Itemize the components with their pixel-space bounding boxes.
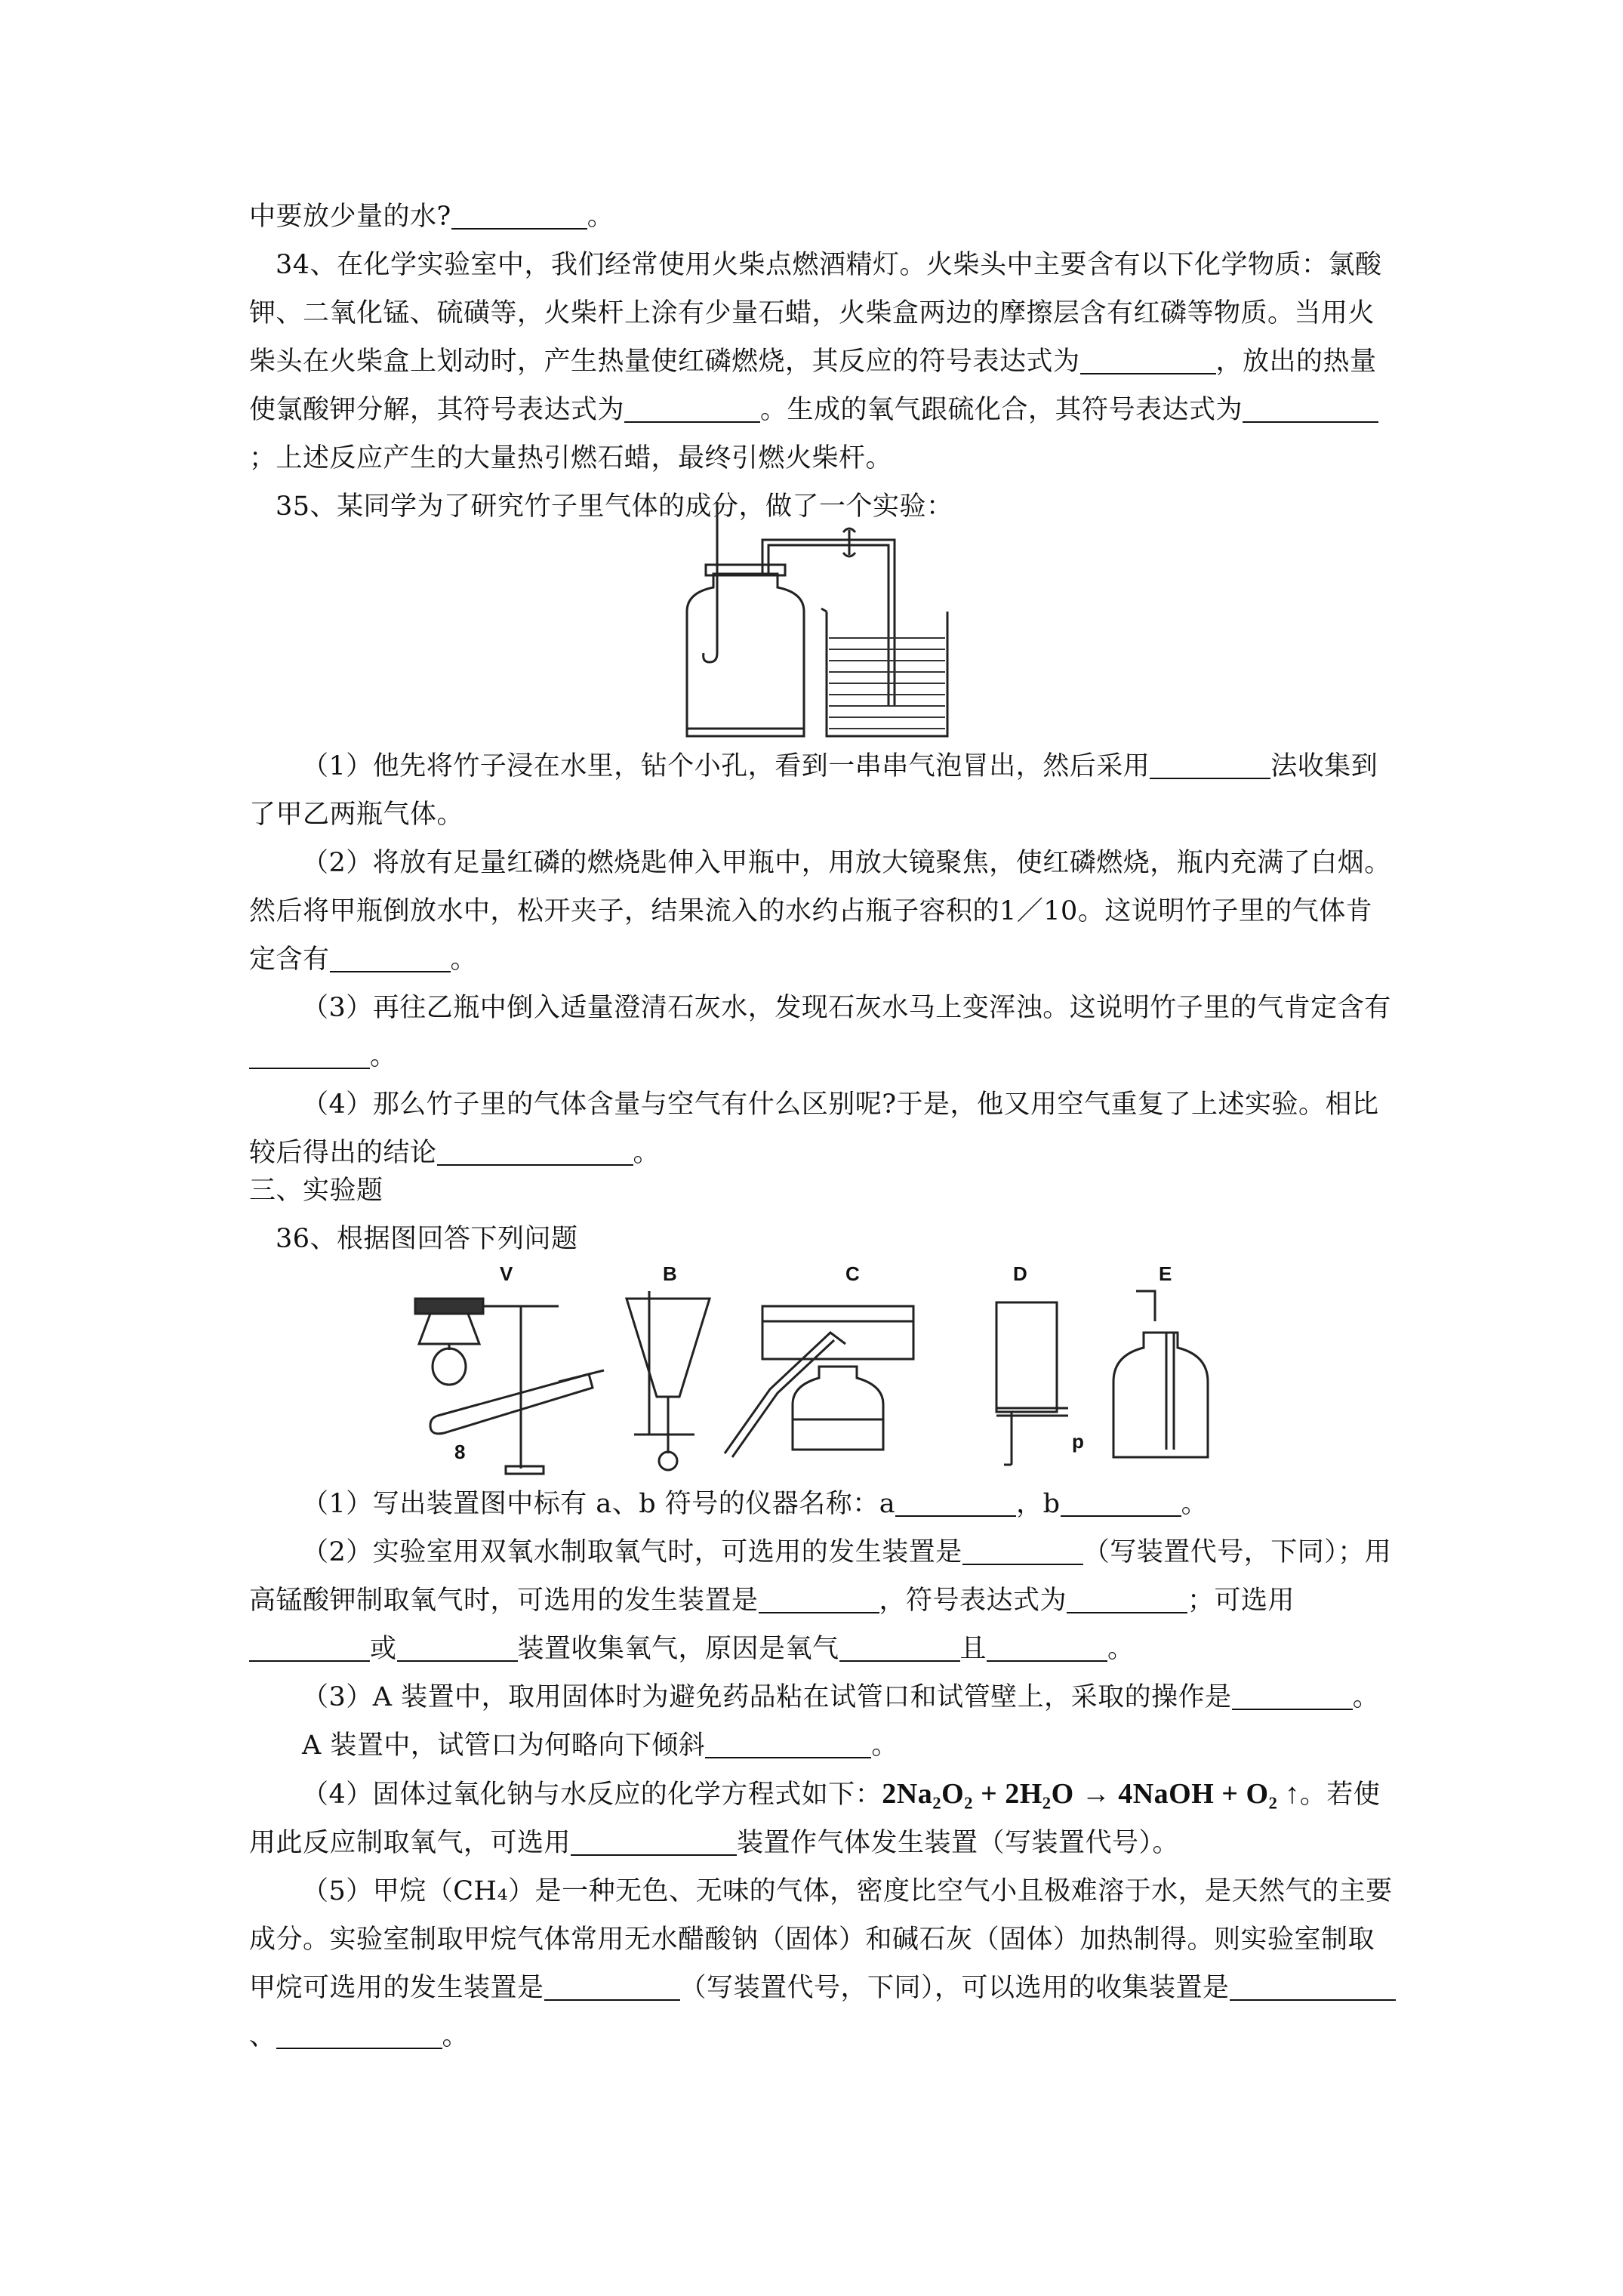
section-heading: 三、实验题 — [249, 1176, 383, 1206]
question-35-1: （1）他先将竹子浸在水里，钻个小孔，看到一串串气泡冒出，然后采用 法收集到了甲乙两瓶气体。 — [249, 742, 1397, 839]
answer-blank[interactable] — [544, 1969, 680, 2001]
chemical-equation: 2Na₂O₂ + 2H₂O → 4NaOH + O₂ ↑ — [882, 1778, 1300, 1810]
label-b: p — [1072, 1430, 1084, 1453]
answer-blank[interactable] — [1232, 1678, 1353, 1710]
apparatus-drawing — [664, 498, 951, 740]
question-36-2: （2）实验室用双氧水制取氧气时，可选用的发生装置是 （写装置代号，下同）；用高锰酸钾制取氧气时，可选用的发生装置是 ，符号表达式为 ；可选用或 装置收集氧气，原因是氧气 且 。 — [249, 1528, 1397, 1673]
answer-blank[interactable] — [249, 1630, 370, 1662]
label-B: B — [663, 1262, 677, 1285]
question-36-1: （1）写出装置图中标有 a、b 符号的仪器名称：a ，b 。 — [249, 1480, 1397, 1528]
answer-blank[interactable] — [1243, 391, 1378, 423]
answer-blank[interactable] — [330, 941, 451, 972]
text-block-section3 — [249, 1166, 1397, 1263]
answer-blank[interactable] — [1061, 1485, 1181, 1517]
answer-blank[interactable] — [895, 1485, 1016, 1517]
answer-blank[interactable] — [987, 1630, 1107, 1662]
figure-bamboo-gas-apparatus — [664, 498, 951, 740]
answer-blank[interactable] — [1080, 343, 1216, 374]
question-34: 34、在化学实验室中，我们经常使用火柴点燃酒精灯。火柴头中主要含有以下化学物质：氯酸钾、二氧化锰、硫磺等，火柴杆上涂有少量石蜡，火柴盒两边的摩擦层含有红磷等物质。当用火柴头在火柴盒上划动时，产生热量使红磷燃烧，其反应的符号表达式为 ，放出的热量使氯酸钾分解，其符号表达式为 。生成的氧气跟硫化合，其符号表达式为；上述反应产生的大量热引燃石蜡，最终引燃火柴杆。 — [249, 250, 1382, 473]
answer-blank[interactable] — [1230, 1969, 1396, 2001]
question-36: 36、根据图回答下列问题 — [276, 1224, 578, 1254]
label-C: C — [845, 1262, 860, 1285]
answer-blank[interactable] — [249, 1037, 370, 1069]
text-block-35 — [249, 742, 1397, 1177]
answer-blank[interactable] — [276, 2017, 442, 2049]
label-E: E — [1159, 1262, 1172, 1285]
question-36-3: （3）A 装置中，取用固体时为避免药品粘在试管口和试管壁上，采取的操作是 。 — [249, 1673, 1397, 1721]
answer-blank[interactable] — [451, 198, 587, 230]
question-36-4: （4）固体过氧化钠与水反应的化学方程式如下：2Na₂O₂ + 2H₂O → 4NaOH + O₂ ↑。若使用此反应制取氧气，可选用 装置作气体发生装置（写装置代号）。 — [249, 1778, 1381, 1858]
answer-blank[interactable] — [397, 1630, 518, 1662]
question-36-3-tilt: A 装置中，试管口为何略向下倾斜 。 — [249, 1721, 1397, 1770]
question-35-4: （4）那么竹子里的气体含量与空气有什么区别呢?于是，他又用空气重复了上述实验。相比较后得出的结论 。 — [249, 1089, 1379, 1168]
question-35: 35、某同学为了研究竹子里气体的成分，做了一个实验： — [276, 492, 953, 522]
label-a: 8 — [454, 1441, 466, 1463]
question-35-3: （3）再往乙瓶中倒入适量澄清石灰水，发现石灰水马上变浑浊。这说明竹子里的气肯定含有。 — [249, 984, 1397, 1080]
question-35-2: （2）将放有足量红磷的燃烧匙伸入甲瓶中，用放大镜聚焦，使红磷燃烧，瓶内充满了白烟。然后将甲瓶倒放水中，松开夹子，结果流入的水约占瓶子容积的1／10。这说明竹子里的气体肯定含有 。 — [249, 848, 1391, 975]
text-block-36 — [249, 1480, 1397, 2060]
answer-blank[interactable] — [962, 1533, 1083, 1565]
answer-blank[interactable] — [624, 391, 760, 423]
answer-blank[interactable] — [1150, 747, 1270, 779]
question-36-5: （5）甲烷（CH₄）是一种无色、无味的气体，密度比空气小且极难溶于水，是天然气的主要成分。实验室制取甲烷气体常用无水醋酸钠（固体）和碱石灰（固体）加热制得。则实验室制取甲烷可选用的发生装置是 （写装置代号，下同），可以选用的收集装置是、 。 — [249, 1867, 1397, 2060]
answer-blank[interactable] — [1067, 1582, 1187, 1613]
answer-blank[interactable] — [437, 1134, 633, 1166]
label-D: D — [1013, 1262, 1027, 1285]
line-water: 中要放少量的水? 。 — [249, 193, 1397, 241]
answer-blank[interactable] — [571, 1824, 737, 1856]
answer-blank[interactable] — [759, 1582, 879, 1613]
text-block-top — [249, 193, 1397, 531]
answer-blank[interactable] — [705, 1727, 871, 1758]
answer-blank[interactable] — [839, 1630, 960, 1662]
apparatus-set-drawing — [408, 1261, 1238, 1480]
figure-lab-apparatus-a-e — [408, 1261, 1238, 1480]
label-A: V — [500, 1262, 513, 1285]
